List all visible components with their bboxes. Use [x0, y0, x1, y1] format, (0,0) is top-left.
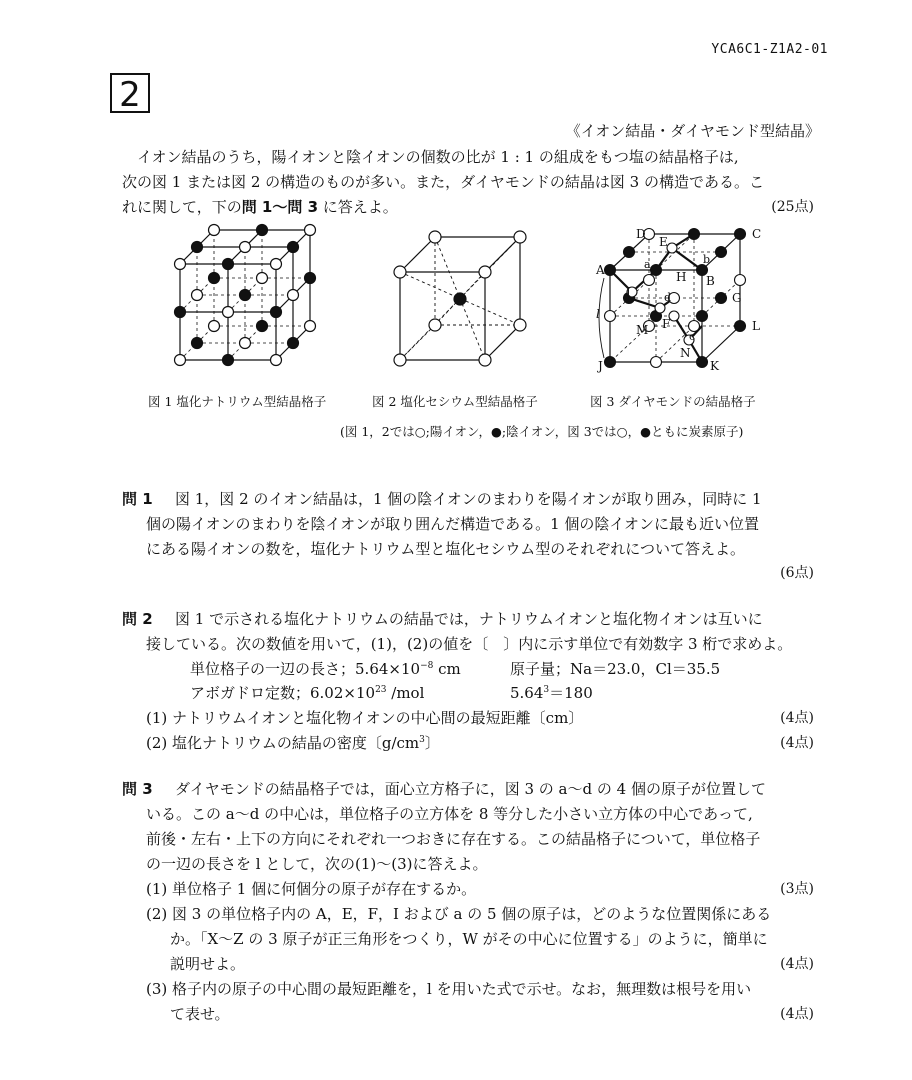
fig3-label-C: C	[752, 227, 762, 241]
q2-label: 問 2	[122, 610, 153, 628]
q2-data-atomic-mass: 原子量；Na＝23.0，Cl＝35.5	[510, 660, 721, 678]
q3-sub-3-points: (4点)	[780, 1006, 814, 1022]
q3-sub-2-line-2: か。「X〜Z の 3 原子が正三角形をつくり，W がその中心に位置する」のように，簡単に	[170, 930, 768, 948]
anion-atom	[209, 273, 220, 284]
fig3-label-c: c	[689, 330, 696, 343]
figure-1-caption: 図 1 塩化ナトリウム型結晶格子	[148, 394, 327, 409]
q1-points: (6点)	[780, 565, 814, 581]
figure-note: (図 1，2では○;陽イオン，●;陰イオン，図 3では○，●ともに炭素原子)	[340, 424, 744, 439]
q1-line-3: にある陽イオンの数を，塩化ナトリウム型と塩化セシウム型のそれぞれについて答えよ。	[146, 540, 745, 558]
cation-atom	[192, 290, 203, 301]
q1-label: 問 1	[122, 490, 153, 508]
figure-3-diamond-lattice	[592, 222, 792, 382]
anion-atom	[192, 338, 203, 349]
cation-atom	[209, 225, 220, 236]
q3-sub-1: (1) 単位格子 1 個に何個分の原子が存在するか。	[146, 880, 477, 898]
fig3-label-N: N	[680, 346, 691, 360]
q1-line-2: 個の陽イオンのまわりを陰イオンが取り囲んだ構造である。1 個の陰イオンに最も近い位置	[146, 515, 759, 533]
anion-atom	[192, 242, 203, 253]
q2-data-lattice: 単位格子の一辺の長さ；$5.64\times 10^{-8}$ cm	[190, 660, 461, 678]
q3-sub-1-points: (3点)	[780, 881, 814, 897]
cation-atom	[240, 242, 251, 253]
q2-sub-2-points: (4点)	[780, 735, 814, 751]
q3-line-4: の一辺の長さを l として，次の(1)〜(3)に答えよ。	[146, 855, 488, 873]
anion-atom	[288, 242, 299, 253]
fig3-label-l: l	[596, 307, 600, 321]
anion-atom	[240, 290, 251, 301]
q2-line-1: 図 1 で示される塩化ナトリウムの結晶では，ナトリウムイオンと塩化物イオンは互いに	[160, 610, 763, 628]
fig3-label-H: H	[676, 270, 687, 284]
anion-atom	[257, 321, 268, 332]
fig3-label-A: A	[596, 263, 605, 277]
anion-atom	[223, 355, 234, 366]
anion-atom	[288, 338, 299, 349]
q2-sub-2: (2) 塩化ナトリウムの結晶の密度〔$g/cm^3$〕	[146, 734, 440, 752]
fig3-label-G: G	[732, 291, 742, 305]
fig3-label-J: J	[598, 359, 603, 373]
document-code: YCA6C1-Z1A2-01	[711, 42, 828, 57]
q2-data-cube: $5.64^3=180$	[510, 684, 593, 702]
cation-atom	[209, 321, 220, 332]
fig3-label-M: M	[636, 323, 649, 337]
cation-atom	[305, 225, 316, 236]
figure-1-nacl-lattice	[160, 220, 330, 380]
cation-atom	[257, 273, 268, 284]
q1-line-1: 図 1，図 2 のイオン結晶は，1 個の陰イオンのまわりを陽イオンが取り囲み，同時に 1	[160, 490, 762, 508]
fig3-label-D: D	[636, 227, 646, 241]
subtitle: 《イオン結晶・ダイヤモンド型結晶》	[565, 122, 820, 140]
q3-sub-2-points: (4点)	[780, 956, 814, 972]
q3-sub-2-line-3: 説明せよ。	[170, 955, 246, 973]
cation-atom	[271, 355, 282, 366]
figure-2-caption: 図 2 塩化セシウム型結晶格子	[372, 394, 538, 409]
q3-line-2: いる。この a〜d の中心は，単位格子の立方体を 8 等分した小さい立方体の中心であって,	[146, 805, 753, 823]
fig3-label-b: b	[703, 253, 711, 266]
anion-atom	[175, 307, 186, 318]
cation-atom	[175, 355, 186, 366]
intro-points: (25点)	[771, 199, 814, 215]
fig3-label-E: E	[659, 235, 668, 249]
figure-2-cscl-lattice	[380, 222, 540, 382]
fig3-label-I: I	[626, 285, 631, 299]
anion-atom	[305, 273, 316, 284]
q3-label: 問 3	[122, 780, 153, 798]
fig3-label-B: B	[706, 274, 715, 288]
q2-data-avogadro: アボガドロ定数；$6.02\times 10^{23}$ /mol	[190, 684, 425, 702]
fig3-label-a: a	[644, 258, 651, 271]
q2-line-2: 接している。次の数値を用いて，(1)，(2)の値を〔 〕内に示す単位で有効数字 3 桁で求めよ。	[146, 635, 793, 653]
question-number-box: 2	[110, 73, 150, 113]
anion-atom	[223, 259, 234, 270]
fig3-label-K: K	[710, 359, 719, 373]
cation-atom	[305, 321, 316, 332]
intro-line-2: 次の図 1 または図 2 の構造のものが多い。また，ダイヤモンドの結晶は図 3 の構造である。こ	[122, 173, 764, 191]
q3-line-3: 前後・左右・上下の方向にそれぞれ一つおきに存在する。この結晶格子について，単位格子	[146, 830, 761, 848]
cation-atom	[240, 338, 251, 349]
cation-atom	[175, 259, 186, 270]
anion-atom	[257, 225, 268, 236]
anion-atom	[271, 307, 282, 318]
cation-atom	[271, 259, 282, 270]
intro-line-3: れに関して，下の問 1〜問 3 に答えよ。	[122, 198, 398, 216]
cation-atom	[223, 307, 234, 318]
q2-sub-1: (1) ナトリウムイオンと塩化物イオンの中心間の最短距離〔cm〕	[146, 709, 584, 727]
q3-sub-2-line-1: (2) 図 3 の単位格子内の A，E，F，I および a の 5 個の原子は，どのような位置関係にある	[146, 905, 772, 923]
q3-sub-3-line-1: (3) 格子内の原子の中心間の最短距離を，l を用いた式で示せ。なお，無理数は根号を用い	[146, 980, 752, 998]
q3-line-1: ダイヤモンドの結晶格子では，面心立方格子に，図 3 の a〜d の 4 個の原子が位置して	[160, 780, 766, 798]
q3-sub-3-line-2: て表せ。	[170, 1005, 230, 1023]
figure-3-caption: 図 3 ダイヤモンドの結晶格子	[590, 394, 756, 409]
fig3-label-F: F	[662, 317, 671, 331]
intro-line-1: イオン結晶のうち，陽イオンと陰イオンの個数の比が 1 : 1 の組成をもつ塩の結晶格子は,	[122, 148, 739, 166]
q2-sub-1-points: (4点)	[780, 710, 814, 726]
fig3-label-d: d	[664, 291, 672, 304]
cation-atom	[288, 290, 299, 301]
fig3-label-L: L	[752, 319, 760, 333]
